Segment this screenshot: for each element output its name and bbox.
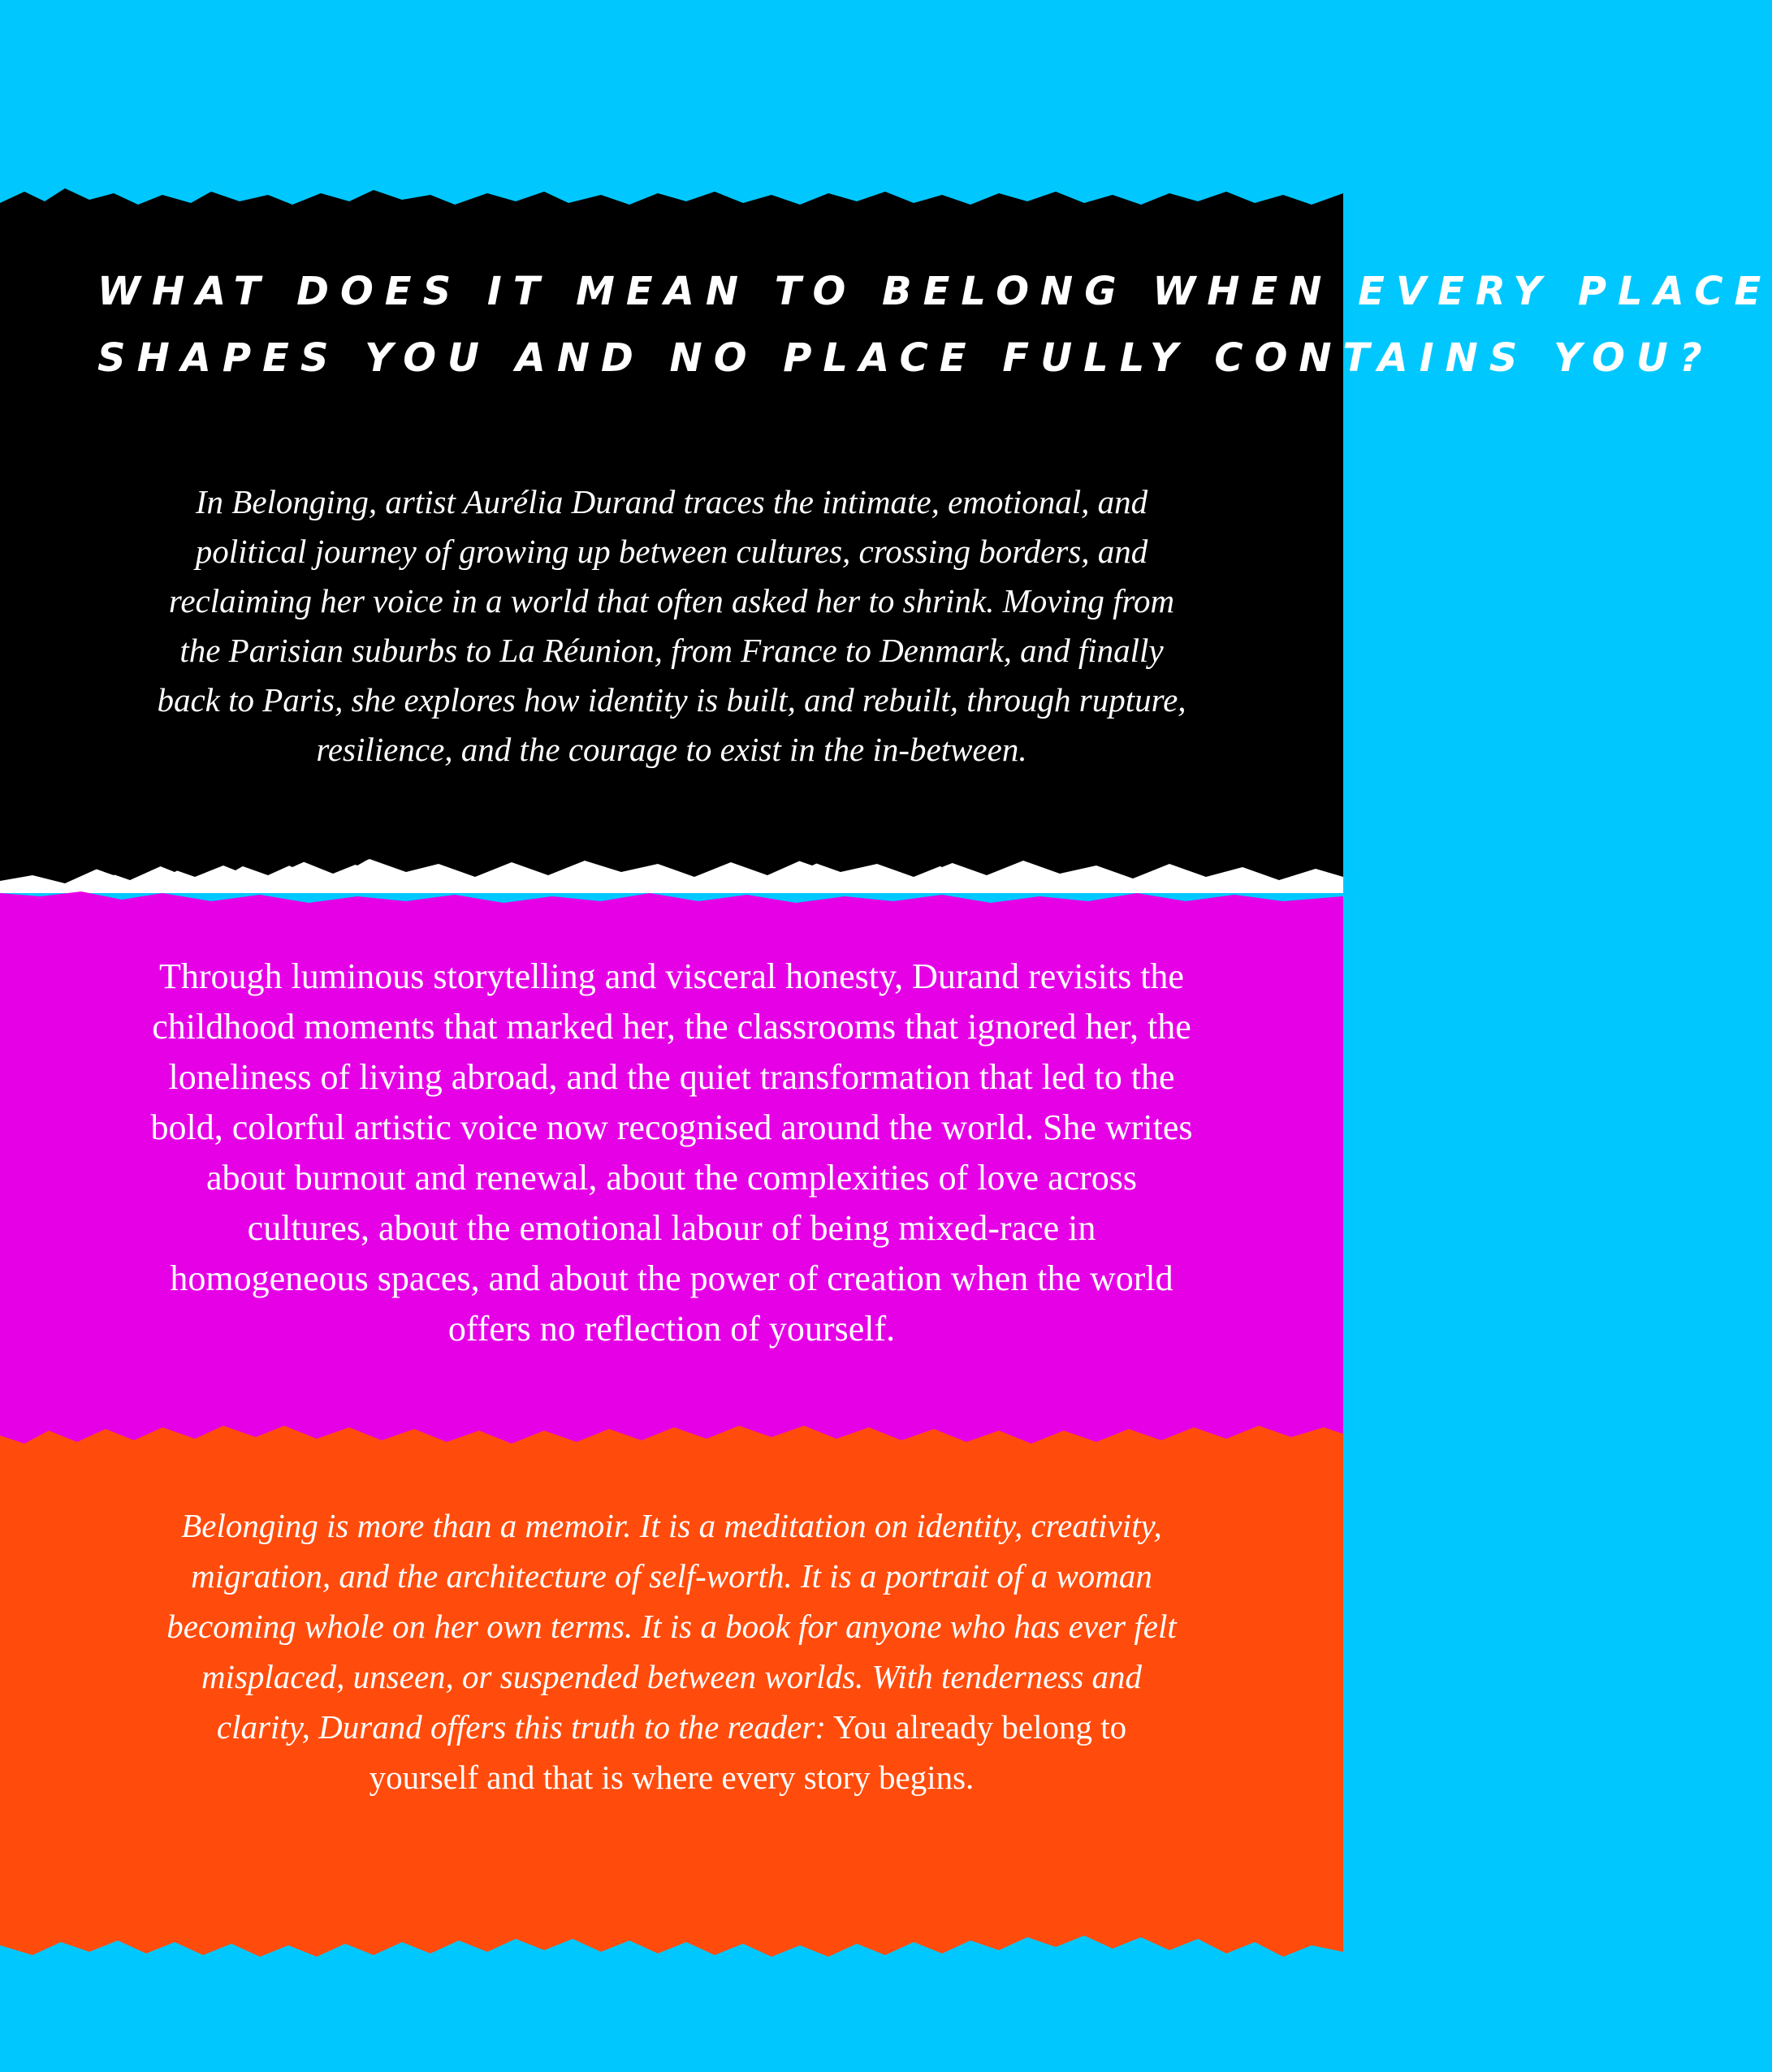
intro-line: back to Paris, she explores how identity is built, and rebuilt, through rupture,	[157, 681, 1186, 719]
closing-upright-part: You already belong to	[826, 1708, 1127, 1746]
middle-line: about burnout and renewal, about the complexities of love across	[205, 1158, 1138, 1198]
middle-line: offers no reflection of yourself.	[447, 1309, 896, 1349]
closing-italic-part: clarity, Durand offers this truth to the reader:	[216, 1708, 826, 1746]
closing-line: migration, and the architecture of self-worth. It is a portrait of a woman	[191, 1557, 1152, 1595]
intro-line: resilience, and the courage to exist in the in-between.	[316, 731, 1027, 768]
intro-line: reclaiming her voice in a world that often asked her to shrink. Moving from	[168, 582, 1175, 619]
closing-mixed-line	[49, 1702, 1294, 1752]
middle-line: bold, colorful artistic voice now recognised around the world. She writes	[150, 1107, 1193, 1147]
intro-line: In Belonging, artist Aurélia Durand traces the intimate, emotional, and	[195, 483, 1148, 520]
intro-line: political journey of growing up between cultures, crossing borders, and	[195, 533, 1148, 570]
headline-line: WHAT DOES IT MEAN TO BELONG WHEN EVERY PLACE	[97, 269, 1772, 314]
middle-line: cultures, about the emotional labour of being mixed-race in	[247, 1208, 1096, 1248]
headline-line: SHAPES YOU AND NO PLACE FULLY CONTAINS YOU?	[97, 335, 1714, 381]
intro-line: the Parisian suburbs to La Réunion, from France to Denmark, and finally	[179, 632, 1164, 669]
middle-paragraph	[0, 952, 1343, 1354]
closing-paragraph	[0, 1500, 1343, 1802]
middle-line: homogeneous spaces, and about the power of creation when the world	[170, 1258, 1173, 1298]
closing-line: becoming whole on her own terms. It is a book for anyone who has ever felt	[166, 1608, 1177, 1645]
intro-paragraph	[0, 477, 1343, 775]
closing-line: Belonging is more than a memoir. It is a meditation on identity, creativity,	[181, 1507, 1162, 1544]
middle-line: loneliness of living abroad, and the quiet transformation that led to the	[168, 1057, 1175, 1097]
headline	[0, 258, 1772, 391]
middle-line: Through luminous storytelling and visceral honesty, Durand revisits the	[159, 956, 1184, 996]
closing-line: misplaced, unseen, or suspended between worlds. With tenderness and	[201, 1658, 1143, 1695]
closing-final-line: yourself and that is where every story begins.	[369, 1759, 975, 1796]
middle-line: childhood moments that marked her, the classrooms that ignored her, the	[152, 1007, 1191, 1047]
